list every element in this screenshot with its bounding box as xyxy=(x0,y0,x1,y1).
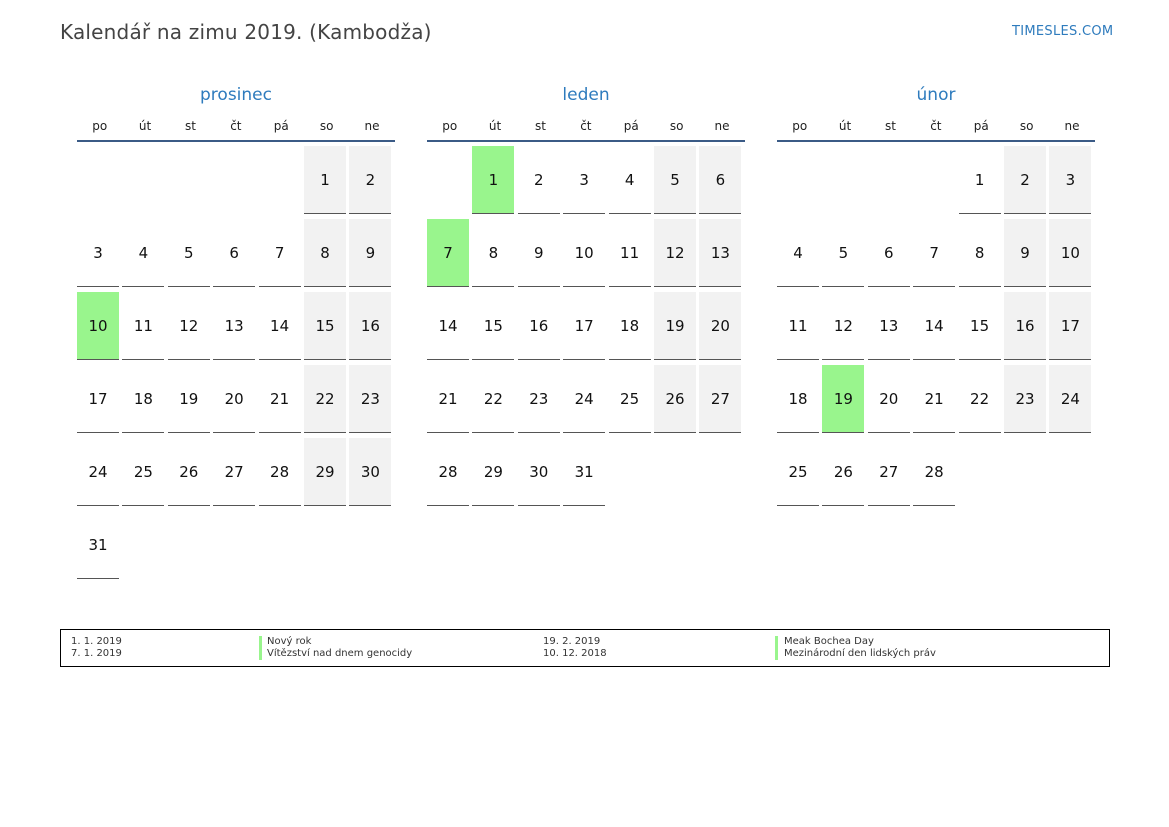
day-cell: 24 xyxy=(77,438,119,506)
weekday-label: út xyxy=(138,119,152,133)
weekday-label: út xyxy=(838,119,852,133)
day-cell: 29 xyxy=(472,438,514,506)
legend-holiday-name: Mezinárodní den lidských práv xyxy=(784,648,936,659)
day-cell: 11 xyxy=(122,292,164,360)
page-title: Kalendář na zimu 2019. (Kambodža) xyxy=(60,20,432,44)
day-cell: 27 xyxy=(868,438,910,506)
weekday-label: ne xyxy=(364,119,380,133)
legend-marker xyxy=(775,648,778,660)
weekday-label: út xyxy=(488,119,502,133)
holiday-day-cell: 1 xyxy=(472,146,514,214)
day-cell: 12 xyxy=(654,219,696,287)
day-cell: 1 xyxy=(959,146,1001,214)
day-cell: 28 xyxy=(259,438,301,506)
day-cell: 16 xyxy=(1004,292,1046,360)
day-cell: 20 xyxy=(868,365,910,433)
weekday-label: st xyxy=(534,119,546,133)
legend-holiday-name: Vítězství nad dnem genocidy xyxy=(267,648,413,659)
day-cell: 4 xyxy=(122,219,164,287)
day-cell: 8 xyxy=(959,219,1001,287)
legend-marker xyxy=(259,648,262,660)
holiday-day-cell: 19 xyxy=(822,365,864,433)
day-cell: 5 xyxy=(168,219,210,287)
day-cell: 21 xyxy=(259,365,301,433)
day-cell: 14 xyxy=(427,292,469,360)
weekday-header xyxy=(427,116,745,142)
weekday-label: pá xyxy=(623,119,639,133)
day-cell: 4 xyxy=(777,219,819,287)
weekday-label: pá xyxy=(973,119,989,133)
weekday-label: so xyxy=(1019,119,1034,133)
day-cell: 8 xyxy=(304,219,346,287)
day-cell: 25 xyxy=(609,365,651,433)
month-name: leden xyxy=(562,85,610,105)
day-cell: 11 xyxy=(777,292,819,360)
weekday-label: čt xyxy=(230,119,242,133)
day-cell: 23 xyxy=(1004,365,1046,433)
day-cell: 19 xyxy=(168,365,210,433)
day-cell: 24 xyxy=(1049,365,1091,433)
month-2 xyxy=(777,82,1095,481)
month-1 xyxy=(427,82,745,481)
day-cell: 14 xyxy=(913,292,955,360)
weekday-label: so xyxy=(669,119,684,133)
day-cell: 20 xyxy=(699,292,741,360)
day-cell: 25 xyxy=(777,438,819,506)
day-cell: 3 xyxy=(1049,146,1091,214)
weekday-label: ne xyxy=(1064,119,1080,133)
day-cell: 5 xyxy=(822,219,864,287)
day-cell: 7 xyxy=(259,219,301,287)
day-cell: 23 xyxy=(518,365,560,433)
day-cell: 6 xyxy=(699,146,741,214)
day-cell: 10 xyxy=(563,219,605,287)
day-cell: 13 xyxy=(213,292,255,360)
day-cell: 17 xyxy=(77,365,119,433)
month-0 xyxy=(77,82,395,554)
weekday-header xyxy=(777,116,1095,142)
day-cell: 31 xyxy=(77,511,119,579)
day-cell: 30 xyxy=(518,438,560,506)
day-cell: 2 xyxy=(518,146,560,214)
legend-date: 19. 2. 2019 xyxy=(543,636,601,647)
day-cell: 25 xyxy=(122,438,164,506)
day-cell: 28 xyxy=(913,438,955,506)
day-cell: 20 xyxy=(213,365,255,433)
day-cell: 19 xyxy=(654,292,696,360)
day-cell: 26 xyxy=(654,365,696,433)
day-cell: 9 xyxy=(518,219,560,287)
day-cell: 21 xyxy=(427,365,469,433)
legend-date: 10. 12. 2018 xyxy=(543,648,607,659)
day-cell: 13 xyxy=(868,292,910,360)
day-cell: 22 xyxy=(959,365,1001,433)
day-cell: 16 xyxy=(518,292,560,360)
month-name: prosinec xyxy=(200,85,272,105)
month-name: únor xyxy=(916,85,956,105)
weekday-label: po xyxy=(792,119,808,133)
day-cell: 7 xyxy=(913,219,955,287)
weekday-label: čt xyxy=(930,119,942,133)
day-cell: 8 xyxy=(472,219,514,287)
day-cell: 13 xyxy=(699,219,741,287)
legend-holiday-name: Nový rok xyxy=(267,636,312,647)
day-cell: 5 xyxy=(654,146,696,214)
day-cell: 15 xyxy=(959,292,1001,360)
day-cell: 26 xyxy=(822,438,864,506)
day-cell: 17 xyxy=(563,292,605,360)
day-cell: 12 xyxy=(168,292,210,360)
legend-date: 1. 1. 2019 xyxy=(71,636,122,647)
day-cell: 3 xyxy=(563,146,605,214)
day-cell: 24 xyxy=(563,365,605,433)
holiday-legend xyxy=(60,629,1110,667)
day-cell: 30 xyxy=(349,438,391,506)
weekday-label: st xyxy=(884,119,896,133)
day-cell: 18 xyxy=(122,365,164,433)
day-cell: 10 xyxy=(1049,219,1091,287)
day-cell: 17 xyxy=(1049,292,1091,360)
day-cell: 12 xyxy=(822,292,864,360)
day-cell: 2 xyxy=(349,146,391,214)
legend-date: 7. 1. 2019 xyxy=(71,648,122,659)
weekday-label: ne xyxy=(714,119,730,133)
day-cell: 9 xyxy=(1004,219,1046,287)
day-cell: 28 xyxy=(427,438,469,506)
day-cell: 31 xyxy=(563,438,605,506)
day-cell: 26 xyxy=(168,438,210,506)
day-cell: 15 xyxy=(472,292,514,360)
day-cell: 4 xyxy=(609,146,651,214)
weekday-label: čt xyxy=(580,119,592,133)
legend-marker xyxy=(259,636,262,648)
day-cell: 23 xyxy=(349,365,391,433)
day-cell: 11 xyxy=(609,219,651,287)
day-cell: 2 xyxy=(1004,146,1046,214)
holiday-day-cell: 10 xyxy=(77,292,119,360)
day-cell: 3 xyxy=(77,219,119,287)
day-cell: 22 xyxy=(472,365,514,433)
day-cell: 18 xyxy=(777,365,819,433)
day-cell: 27 xyxy=(213,438,255,506)
weekday-label: so xyxy=(319,119,334,133)
weekday-label: st xyxy=(184,119,196,133)
day-cell: 1 xyxy=(304,146,346,214)
day-cell: 21 xyxy=(913,365,955,433)
day-cell: 9 xyxy=(349,219,391,287)
weekday-label: po xyxy=(442,119,458,133)
weekday-label: pá xyxy=(273,119,289,133)
holiday-day-cell: 7 xyxy=(427,219,469,287)
day-cell: 22 xyxy=(304,365,346,433)
day-cell: 29 xyxy=(304,438,346,506)
day-cell: 6 xyxy=(213,219,255,287)
day-cell: 15 xyxy=(304,292,346,360)
brand-link[interactable]: TIMESLES.COM xyxy=(1012,24,1114,39)
day-cell: 18 xyxy=(609,292,651,360)
legend-holiday-name: Meak Bochea Day xyxy=(784,636,874,647)
weekday-label: po xyxy=(92,119,108,133)
day-cell: 14 xyxy=(259,292,301,360)
legend-marker xyxy=(775,636,778,648)
day-cell: 6 xyxy=(868,219,910,287)
day-cell: 16 xyxy=(349,292,391,360)
weekday-header xyxy=(77,116,395,142)
day-cell: 27 xyxy=(699,365,741,433)
